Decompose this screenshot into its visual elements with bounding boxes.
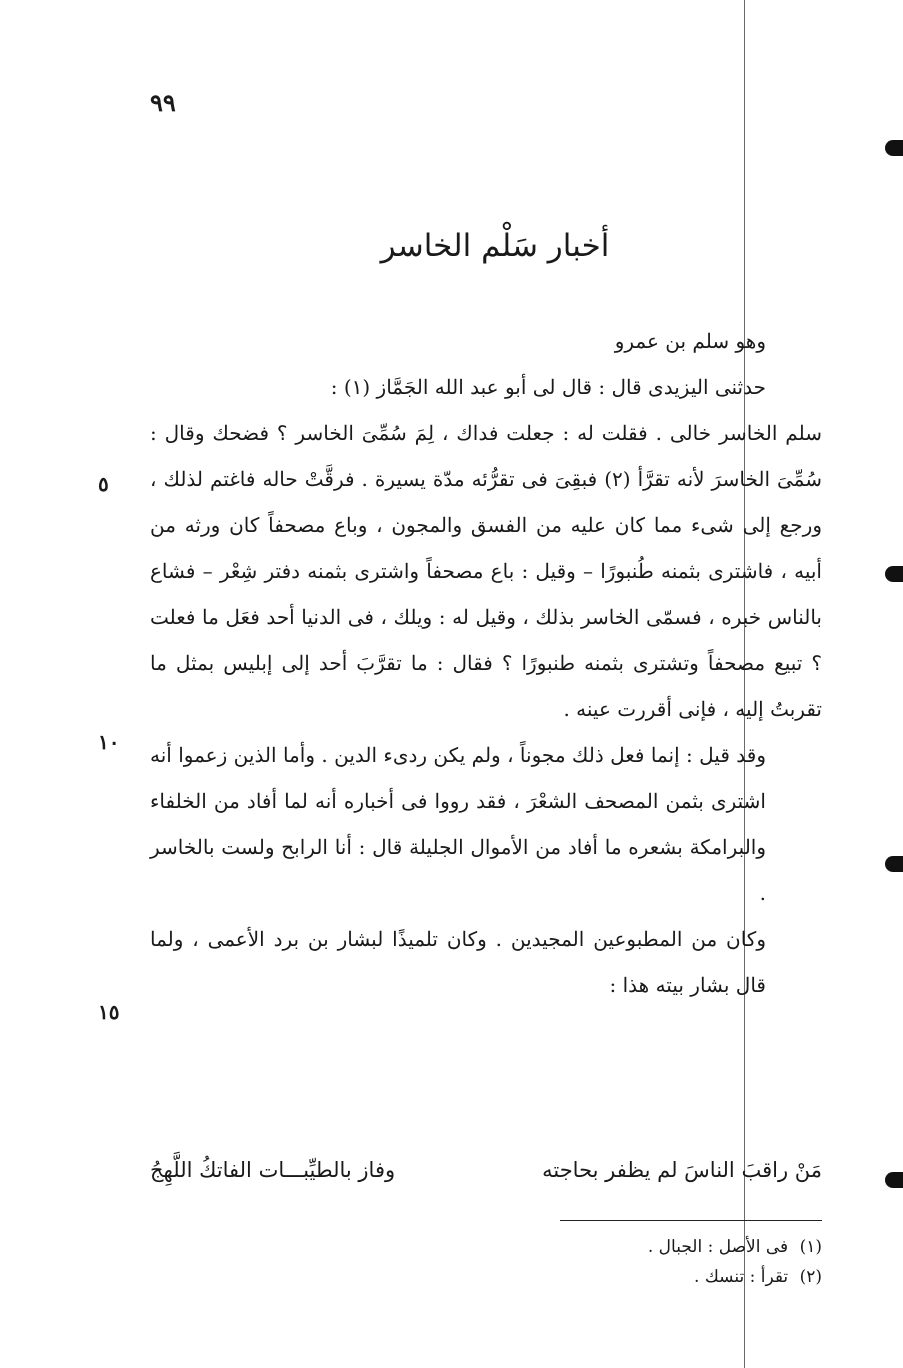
poem-verse xyxy=(150,1158,822,1182)
footnote-number: (٢) xyxy=(799,1267,822,1287)
footnote xyxy=(560,1262,822,1292)
footnotes xyxy=(560,1232,822,1292)
paragraph: حدثنى اليزيدى قال : قال لى أبو عبد الله الجَمَّاز (١) : xyxy=(330,375,766,399)
footnote-divider xyxy=(560,1220,822,1221)
edge-mark xyxy=(885,566,903,582)
edge-mark xyxy=(885,856,903,872)
paragraph: وقد قيل : إنما فعل ذلك مجوناً ، ولم يكن ردىء الدين . وأما الذين زعموا أنه اشترى بثمن المصحف الشعْرَ ، فقد رووا فى أخباره أنه لما أفاد من الخلفاء والبرامكة بشعره ما أفاد من الأموال الجليلة قال : أنا الرابح ولست بالخاسر . xyxy=(150,743,766,905)
chapter-title: أخبار سَلْم الخاسر xyxy=(380,228,610,264)
line-number: ١٠ xyxy=(98,730,120,754)
edge-mark xyxy=(885,140,903,156)
footnote-text: تقرأ : تنسك . xyxy=(694,1267,789,1287)
footnote xyxy=(560,1232,822,1262)
body-text xyxy=(150,318,822,1008)
footnote-number: (١) xyxy=(799,1237,822,1257)
page-number: ٩٩ xyxy=(150,88,176,117)
paragraph: سلم الخاسر خالى . فقلت له : جعلت فداك ، لِمَ سُمِّىَ الخاسر ؟ فضحك وقال : سُمِّىَ الخاسرَ لأنه تقرَّأ (٢) فبقِىَ فى تقرُّئه مدّة يسيرة . فرقَّتْ حاله فاغتم لذلك ، ورجع إلى شىء مما كان عليه من الفسق والمجون ، وباع مصحفاً كان ورثه من أبيه ، فاشترى بثمنه طُنبورًا – وقيل : باع مصحفاً واشترى بثمنه دفتر شِعْر – فشاع بالناس خبره ، فسمّى الخاسر بذلك ، وقيل له : ويلك ، فى الدنيا أحد فعَل ما فعلت ؟ تبيع مصحفاً وتشترى بثمنه طنبورًا ؟ فقال : ما تقرَّبَ أحد إلى إبليس بمثل ما تقربتُ إليه ، فإنى أقررت عينه . xyxy=(150,421,822,721)
paragraph: وهو سلم بن عمرو xyxy=(614,329,766,353)
verse-first-hemistich: مَنْ راقبَ الناسَ لم يظفر بحاجته xyxy=(542,1158,822,1182)
edge-mark xyxy=(885,1172,903,1188)
line-number: ٥ xyxy=(98,472,109,496)
line-number: ١٥ xyxy=(98,1000,120,1024)
footnote-text: فى الأصل : الجبال . xyxy=(647,1237,789,1257)
paragraph: وكان من المطبوعين المجيدين . وكان تلميذًا لبشار بن برد الأعمى ، ولما قال بشار بيته هذا : xyxy=(150,927,766,997)
verse-second-hemistich: وفاز بالطيِّبـــات الفاتكُ اللَّهِجُ xyxy=(150,1158,396,1182)
